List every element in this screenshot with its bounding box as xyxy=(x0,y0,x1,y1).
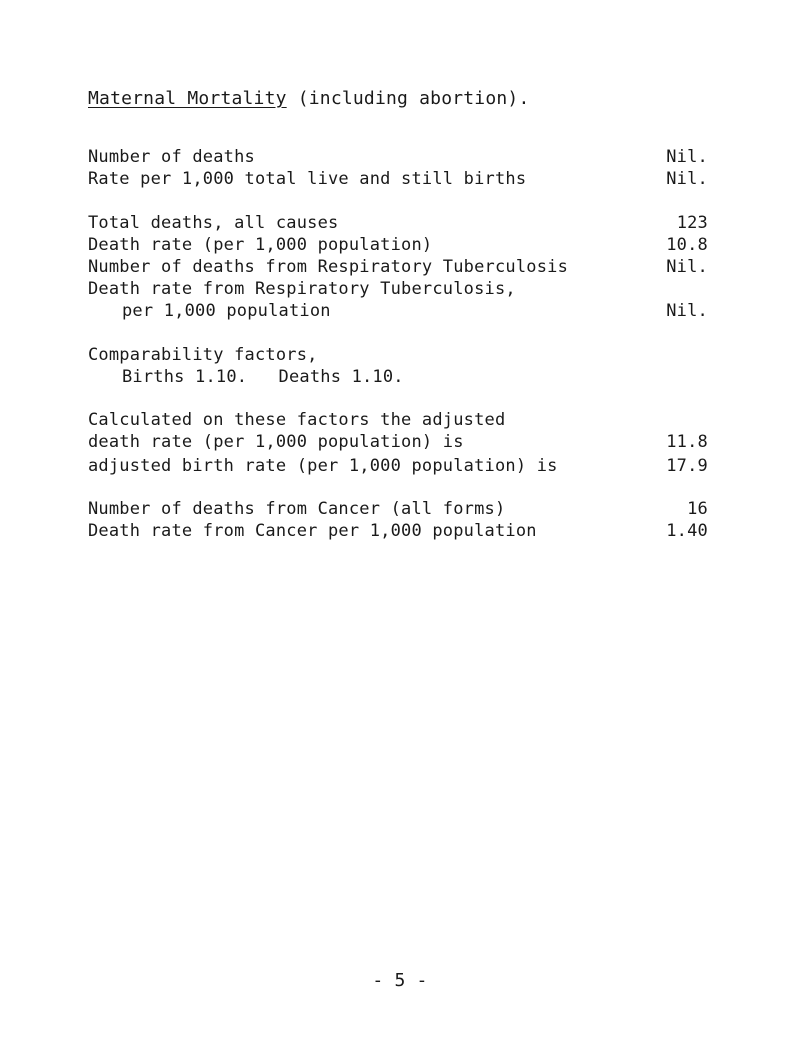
row-value: Nil. xyxy=(666,169,708,189)
total-deaths-row xyxy=(88,213,708,235)
resp-tb-rate-row-1 xyxy=(88,279,708,301)
heading-underlined: Maternal Mortality xyxy=(88,88,287,109)
row-label: adjusted birth rate (per 1,000 population) is xyxy=(88,456,558,476)
row-value: 16 xyxy=(687,499,708,519)
adjusted-intro-row xyxy=(88,410,708,432)
resp-tb-rate-row-2 xyxy=(88,301,708,323)
row-label: Calculated on these factors the adjusted xyxy=(88,410,506,430)
comparability-row xyxy=(88,345,708,367)
maternal-deaths-row xyxy=(88,147,708,169)
maternal-rate-row xyxy=(88,169,708,191)
row-value: 1.40 xyxy=(666,521,708,541)
row-label: Number of deaths from Respiratory Tuberculosis xyxy=(88,257,569,277)
row-value: 10.8 xyxy=(666,235,708,255)
row-value: 11.8 xyxy=(666,432,708,452)
resp-tb-deaths-row xyxy=(88,257,708,279)
row-value: Nil. xyxy=(666,147,708,167)
row-value: Nil. xyxy=(666,301,708,321)
row-label: Comparability factors, xyxy=(88,345,318,365)
row-label: Rate per 1,000 total live and still births xyxy=(88,169,527,189)
heading-rest: (including abortion). xyxy=(286,88,530,109)
row-label: Number of deaths xyxy=(88,147,255,167)
adjusted-death-rate-row xyxy=(88,432,708,454)
cancer-deaths-row xyxy=(88,499,708,521)
page-number: - 5 - xyxy=(372,970,428,991)
cancer-rate-row xyxy=(88,521,708,543)
death-rate-row xyxy=(88,235,708,257)
comparability-factors-row xyxy=(88,367,708,389)
adjusted-birth-rate-row xyxy=(88,456,708,478)
row-label: death rate (per 1,000 population) is xyxy=(88,432,464,452)
row-label: Number of deaths from Cancer (all forms) xyxy=(88,499,506,519)
row-label: Death rate from Respiratory Tuberculosis, xyxy=(88,279,516,299)
section-heading xyxy=(88,88,529,109)
row-value: 123 xyxy=(676,213,708,233)
row-value: 17.9 xyxy=(666,456,708,476)
row-label: Death rate (per 1,000 population) xyxy=(88,235,433,255)
row-label: Death rate from Cancer per 1,000 population xyxy=(88,521,537,541)
row-value: Nil. xyxy=(666,257,708,277)
row-label: Total deaths, all causes xyxy=(88,213,339,233)
row-label: per 1,000 population xyxy=(122,301,331,321)
row-label: Births 1.10. Deaths 1.10. xyxy=(122,367,404,387)
